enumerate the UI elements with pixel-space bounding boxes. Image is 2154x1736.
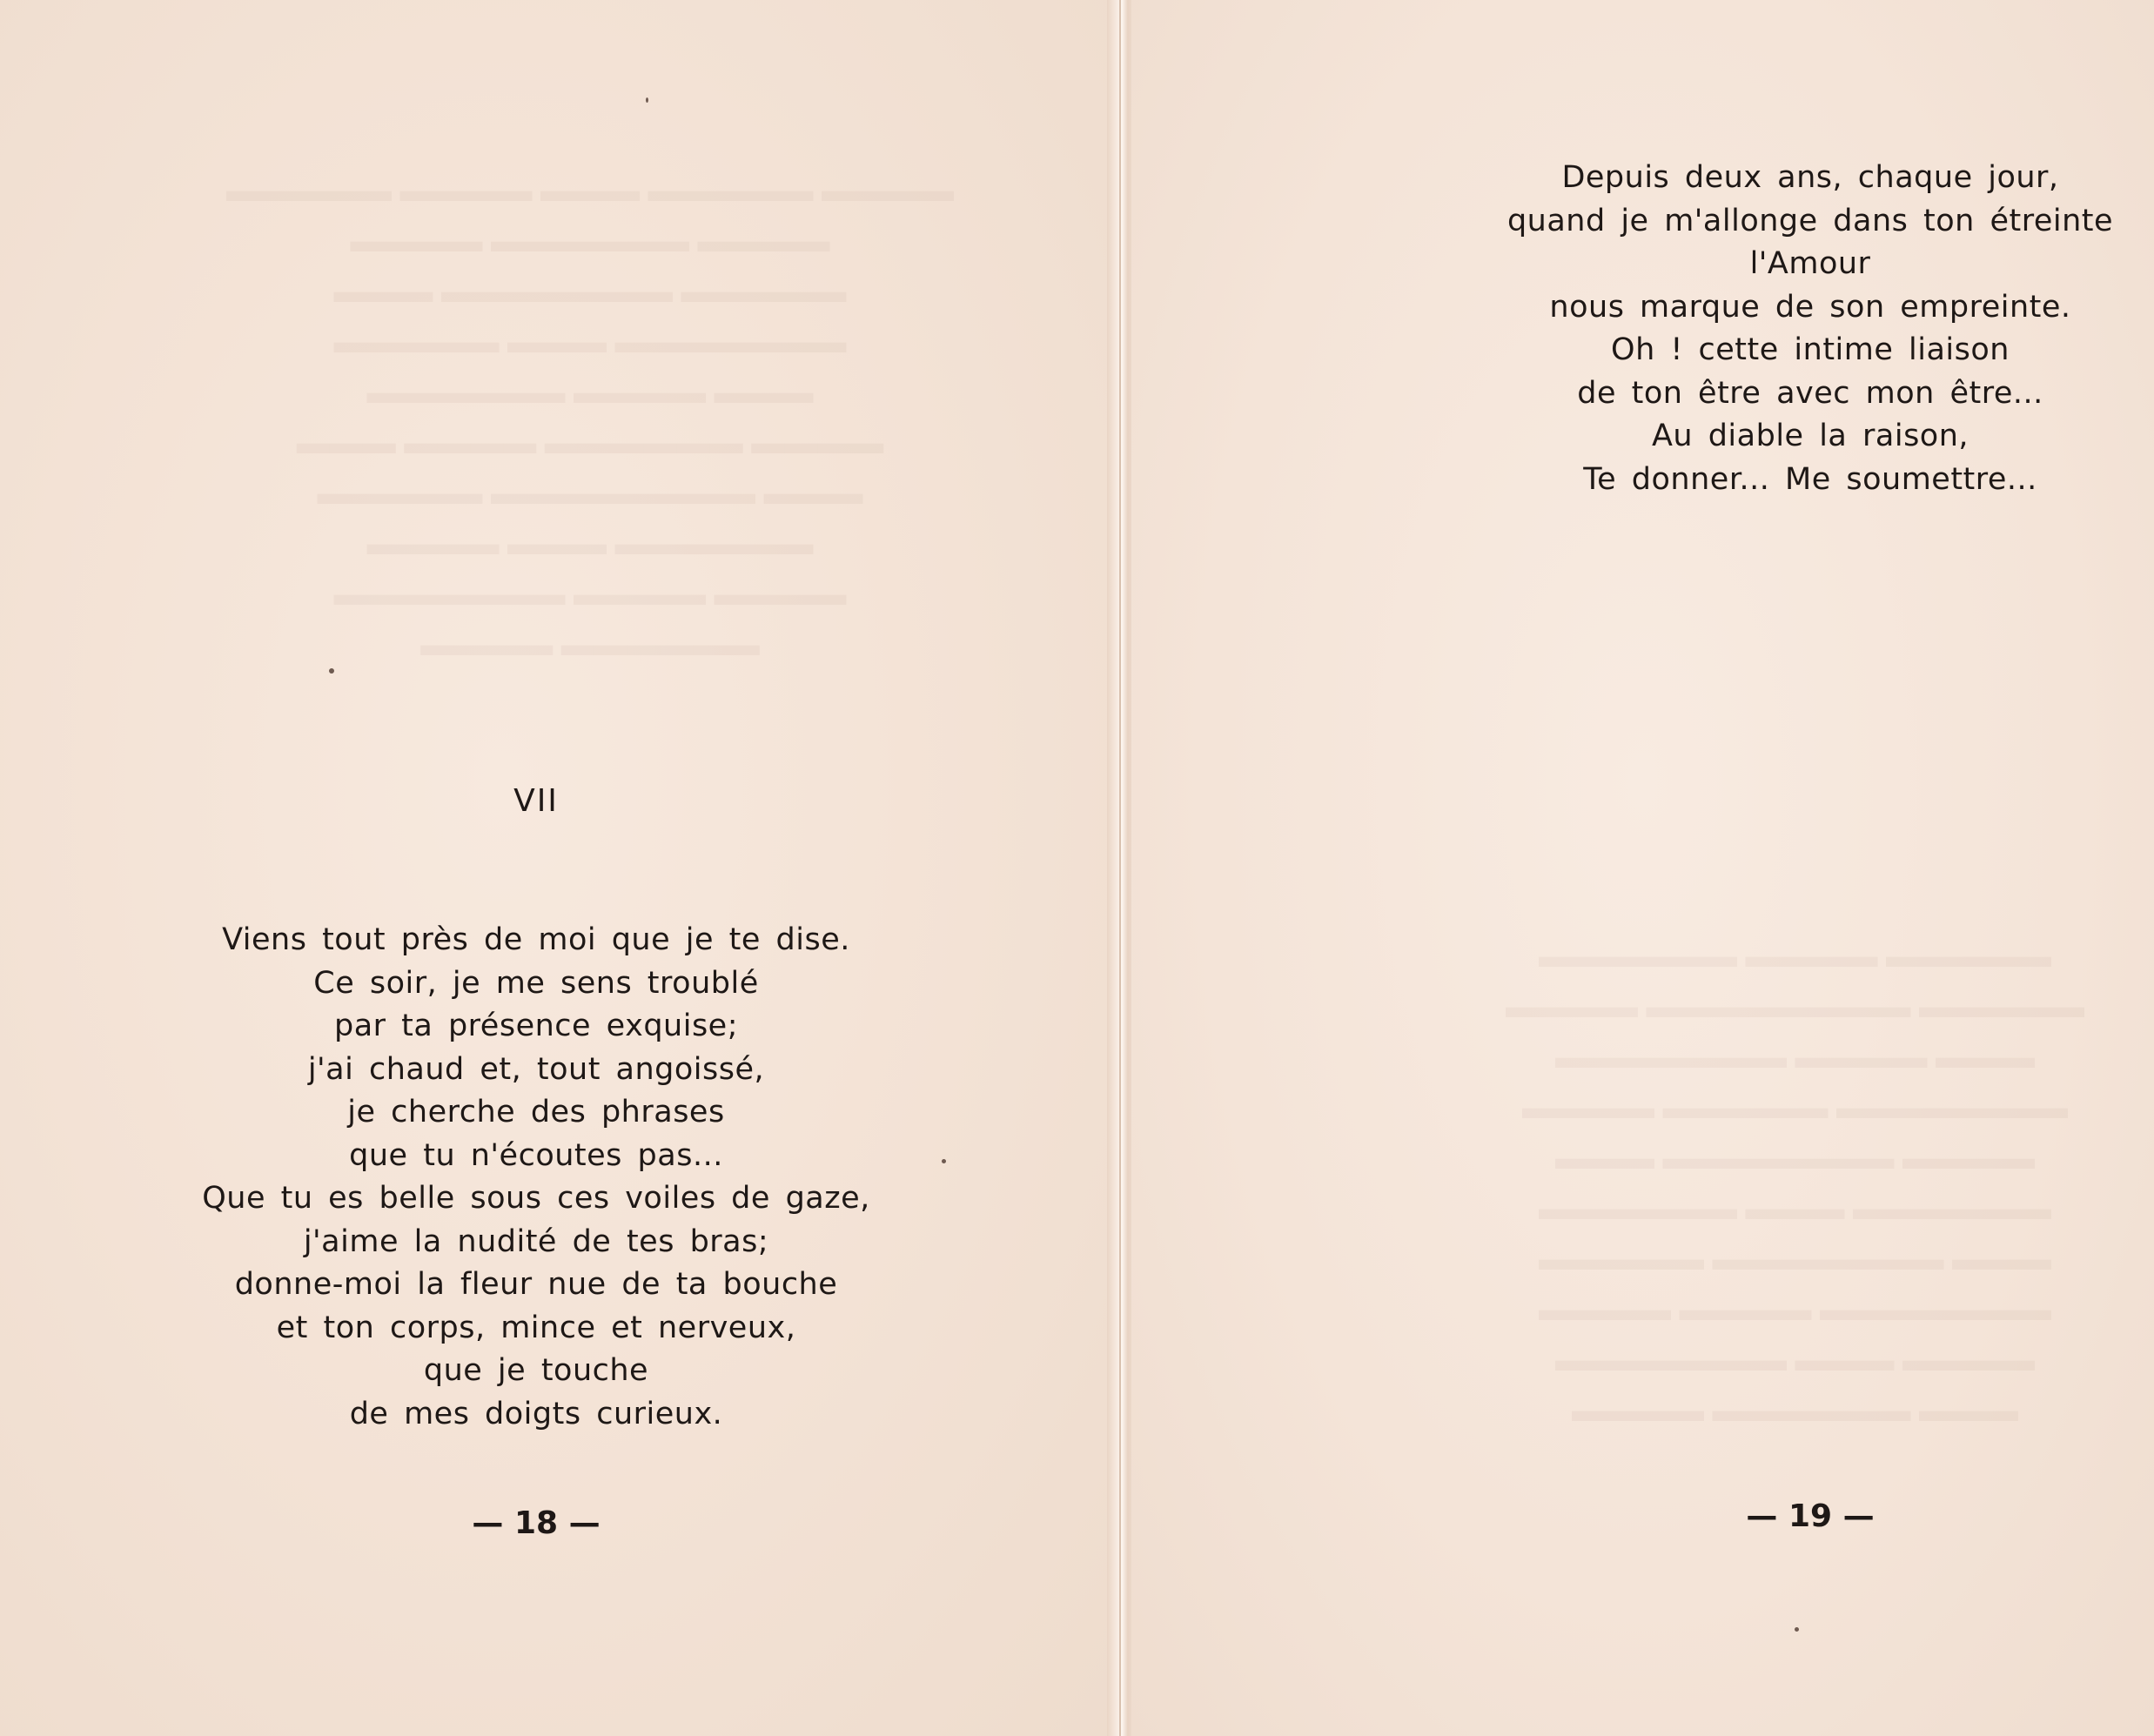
show-through-text: ▬▬▬▬▬ ▬▬▬▬ ▬▬▬ ▬▬▬▬▬ ▬▬▬▬ ▬▬▬▬ ▬▬▬▬▬▬ ▬▬▬▬ ▬▬▬ ▬▬▬▬▬▬▬ ▬▬▬▬▬ ▬▬▬▬▬ ▬▬▬ ▬▬▬▬▬▬▬ ▬▬▬▬▬▬ ▬▬▬▬ ▬▬▬ ▬▬▬ ▬▬▬▬ ▬▬▬▬▬▬ ▬▬▬▬ ▬▬▬▬▬ ▬▬▬▬▬▬▬▬ ▬▬▬ ▬▬▬▬ ▬▬▬ ▬▬▬▬▬▬ ▬▬▬▬▬▬▬ ▬▬▬▬ ▬▬▬▬ ▬▬▬▬ ▬▬▬▬▬▬ xyxy=(226,172,954,663)
poem-right xyxy=(1432,157,2154,501)
poem-line: de mes doigts curieux. xyxy=(349,1396,723,1431)
paper-speck xyxy=(329,668,334,674)
poem-line: Que tu es belle sous ces voiles de gaze, xyxy=(202,1181,870,1216)
poem-line: Depuis deux ans, chaque jour, xyxy=(1561,160,2059,195)
page-number-left: — 18 — xyxy=(472,1505,601,1541)
gutter-fold xyxy=(1119,0,1121,1736)
poem-line: donne-moi la fleur nue de ta bouche xyxy=(234,1267,838,1302)
section-number: VII xyxy=(513,783,559,819)
poem-line: je cherche des phrases xyxy=(347,1095,725,1129)
show-through-text: ▬▬▬▬▬▬ ▬▬▬▬ ▬▬▬▬▬ ▬▬▬▬ ▬▬▬▬▬▬▬▬ ▬▬▬▬▬ ▬▬▬▬▬▬▬ ▬▬▬▬ ▬▬▬ ▬▬▬▬ ▬▬▬▬▬ ▬▬▬▬▬▬▬ ▬▬▬ ▬▬▬▬▬▬▬ ▬▬▬▬ ▬▬▬▬▬▬ ▬▬▬ ▬▬▬▬▬▬ ▬▬▬▬▬ ▬▬▬▬▬▬▬ ▬▬▬ ▬▬▬▬ ▬▬▬▬ ▬▬▬▬▬▬▬ ▬▬▬▬▬▬▬ ▬▬▬ ▬▬▬▬ ▬▬▬▬ ▬▬▬▬▬▬ ▬▬▬ xyxy=(1506,938,2084,1429)
poem-line: Ce soir, je me sens troublé xyxy=(313,965,759,1001)
poem-line: l'Amour xyxy=(1749,246,1871,281)
poem-line: Viens tout près de moi que je te dise. xyxy=(222,922,850,957)
poem-line: j'ai chaud et, tout angoissé, xyxy=(307,1051,765,1087)
poem-line: nous marque de son empreinte. xyxy=(1549,289,2071,325)
paper-speck xyxy=(942,1159,946,1163)
poem-line: par ta présence exquise; xyxy=(333,1009,738,1043)
poem-line: Te donner... Me soumettre... xyxy=(1583,461,2037,497)
poem-line: que tu n'écoutes pas... xyxy=(349,1137,723,1173)
paper-speck xyxy=(1795,1627,1799,1632)
page-number-right: — 19 — xyxy=(1746,1498,1875,1534)
poem-line: Oh ! cette intime liaison xyxy=(1611,332,2010,367)
poem-line: Au diable la raison, xyxy=(1651,419,1969,453)
poem-line: quand je m'allonge dans ton étreinte xyxy=(1506,203,2114,238)
paper-speck xyxy=(646,97,648,103)
right-page xyxy=(1131,0,2154,1736)
poem-line: j'aime la nudité de tes bras; xyxy=(303,1223,769,1259)
poem-line: que je touche xyxy=(423,1353,649,1388)
poem-left xyxy=(0,919,1072,1436)
poem-line: et ton corps, mince et nerveux, xyxy=(276,1310,796,1345)
poem-line: de ton être avec mon être... xyxy=(1577,375,2043,411)
